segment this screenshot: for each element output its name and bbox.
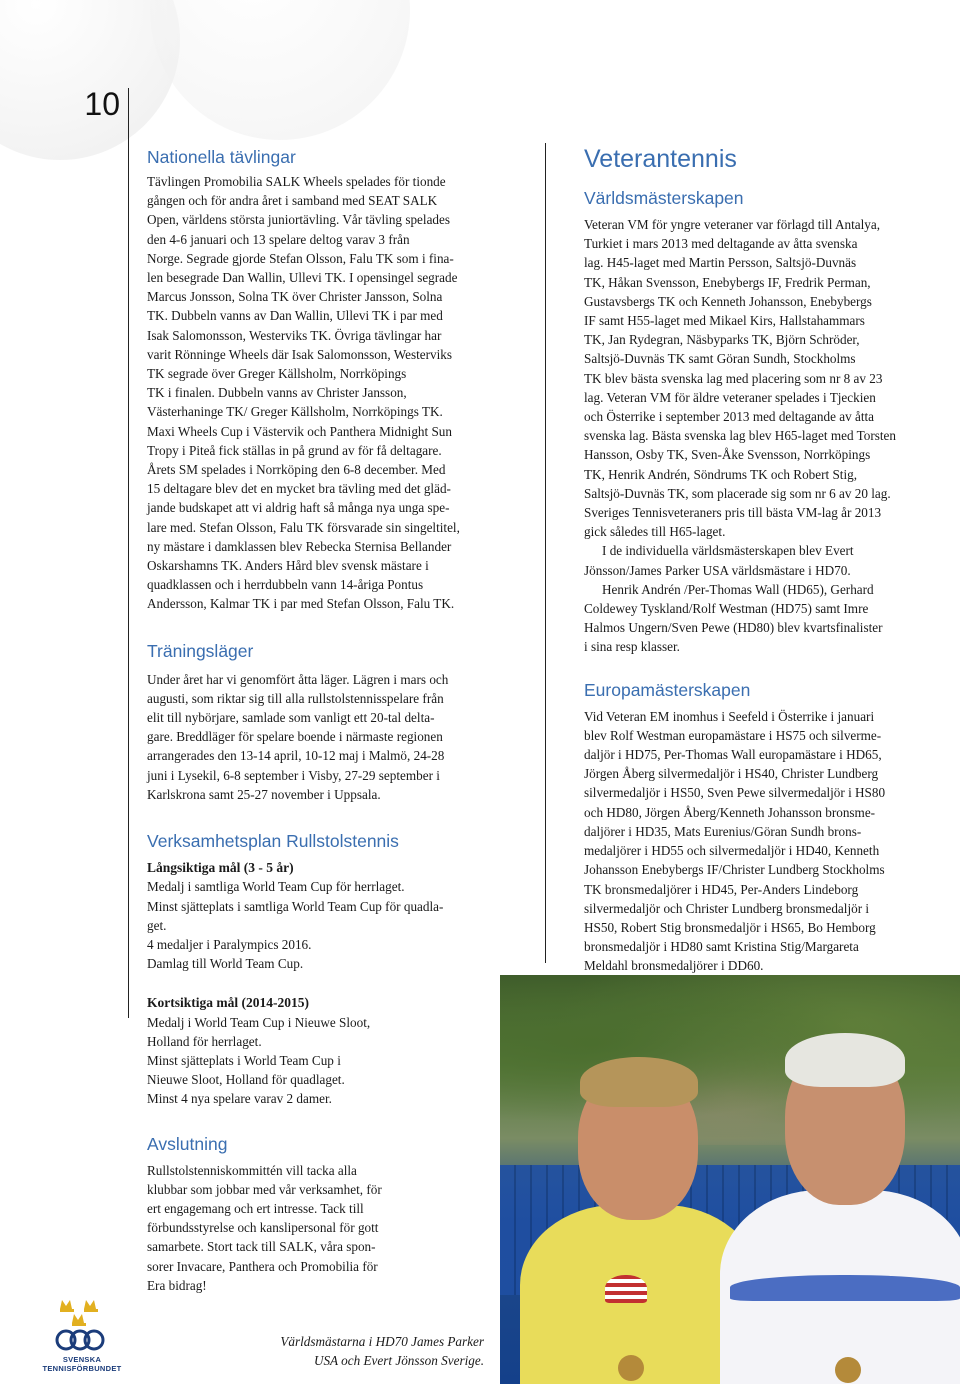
text-line: TK segrade över Greger Källsholm, Norrköpings [147, 366, 407, 382]
text-line: Tävlingen Promobilia SALK Wheels spelades för tionde [147, 174, 446, 189]
photo-champions [500, 975, 960, 1384]
text-line: arrangerades den 13-14 april, 10-12 maj i Malmö, 24-28 [147, 748, 445, 764]
text-line: och HD80, Jörgen Åberg/Kenneth Johansson bronsme- [584, 804, 876, 820]
text-line: daljör i HD75, Per-Thomas Wall europamästare i HD65, [584, 747, 882, 763]
section-europamasterskapen [584, 679, 954, 976]
text-line: Nieuwe Sloot, Holland för quadlaget. [147, 1072, 345, 1088]
short-term-goals-list [147, 1013, 527, 1109]
person-right-hair [785, 1033, 905, 1087]
medal-icon [835, 1357, 861, 1383]
short-term-goals [147, 993, 527, 1108]
caption-line: USA och Evert Jönsson Sverige. [313, 1353, 484, 1369]
text-line: Under året har vi genomfört åtta läger. Lägren i mars och [147, 671, 449, 687]
long-term-goals-title: Långsiktiga mål (3 - 5 år) [147, 860, 294, 876]
text-line: TK, Håkan Svensson, Enebybergs IF, Fredrik Perman, [584, 274, 871, 290]
right-column [584, 143, 954, 976]
text-line: len besegrade Dan Wallin, Ullevi TK. I opensingel segrade [147, 270, 458, 286]
section-traningslager [147, 640, 527, 804]
text-line: daljörer i HD35, Mats Eurenius/Göran Sundh brons- [584, 823, 862, 839]
section-body [147, 670, 527, 804]
text-line: Turkiet i mars 2013 med deltagande av åtta svenska [584, 236, 858, 252]
text-line: Open, världens största juniortävling. Vår tävling spelades [147, 212, 451, 228]
text-line: Tropy i Piteå fick ställas in på grund av för få deltagare. [147, 442, 442, 458]
page-rule [128, 88, 129, 1018]
person-left-hair [580, 1057, 698, 1107]
text-line: 4 medaljer i Paralympics 2016. [147, 936, 312, 952]
text-line: Jönsson/James Parker USA världsmästare i HD70. [584, 562, 851, 578]
text-line: silvermedaljör i HS50, Sven Pewe silvermedaljör i HS80 [584, 785, 886, 801]
section-avslutning [147, 1133, 527, 1295]
logo-line: SVENSKA [62, 1355, 102, 1364]
text-line: jande budskapet att vi aldrig haft så många nya unga spe- [147, 500, 450, 516]
section-heading: Avslutning [147, 1133, 228, 1154]
text-line: elit till nybörjare, samlade som vanligt ett 20-tal delta- [147, 710, 435, 726]
text-line: TK. Dubbeln vanns av Dan Wallin, Ullevi TK i par med [147, 308, 443, 324]
text-line: ert engagemang och ert intresse. Tack till [147, 1200, 364, 1216]
text-line: den 4-6 januari och 13 spelare deltog varav 3 från [147, 231, 410, 247]
text-line: lag. Veteran VM för äldre veteraner spelades i Tjeckien [584, 389, 876, 405]
text-line: Minst sjätteplats i World Team Cup i [147, 1052, 341, 1068]
text-line: Rullstolstenniskommittén vill tacka alla [147, 1162, 357, 1178]
vm-paragraph-2 [584, 541, 954, 579]
vm-paragraph-3 [584, 580, 954, 657]
section-body [147, 172, 527, 614]
text-line: Veteran VM för yngre veteraner var förlagd till Antalya, [584, 217, 880, 232]
section-varldsmasterskapen [584, 187, 954, 657]
text-line: Karlskrona samt 25-27 november i Uppsala. [147, 786, 381, 802]
text-line: Saltsjö-Duvnäs TK samt Göran Sundh, Stockholms [584, 351, 856, 367]
text-line: augusti, som riktar sig till alla rullstolstennisspelare från [147, 690, 444, 706]
text-line: lag. H45-laget med Martin Persson, Saltsjö-Duvnäs [584, 255, 857, 271]
text-line: gare. Breddläger för spelare boende i närmaste regionen [147, 729, 443, 745]
text-line: medaljörer i HD55 och silvermedaljör i HD40, Kenneth [584, 843, 880, 859]
text-line: TK, Henrik Andrén, Söndrums TK och Robert Stig, [584, 466, 858, 482]
text-line: Meldahl bronsmedaljörer i DD60. [584, 958, 764, 974]
text-line: Coldewey Tyskland/Rolf Westman (HD75) samt Imre [584, 601, 869, 617]
left-column [147, 146, 527, 1295]
text-line: Maxi Wheels Cup i Västervik och Panthera Midnight Sun [147, 423, 452, 439]
text-line: TK bronsmedaljörer i HD45, Per-Anders Lindeborg [584, 881, 859, 897]
text-line: Västerhaninge TK/ Greger Källsholm, Norrköpings TK. [147, 404, 443, 420]
text-line: Damlag till World Team Cup. [147, 956, 304, 972]
text-line: lare med. Stefan Olsson, Falu TK försvarade sin singeltitel, [147, 519, 460, 535]
text-line: Gustavsbergs TK och Kenneth Johansson, Enebybergs [584, 293, 872, 309]
medal-icon [618, 1355, 644, 1381]
section-heading: Träningsläger [147, 640, 254, 661]
text-line: förbundsstyrelse och kanslipersonal för gott [147, 1220, 379, 1236]
section-heading: Världsmästerskapen [584, 188, 744, 208]
text-line: Era bidrag! [147, 1277, 207, 1293]
text-line: bronsmedaljör i HD80 samt Kristina Stig/Margareta [584, 939, 859, 955]
text-line: Halmos Ungern/Sven Pewe (HD80) blev kvartsfinalister [584, 620, 883, 636]
text-line: Holland för herrlaget. [147, 1033, 262, 1049]
text-line: Minst sjätteplats i samtliga World Team Cup för quadla- [147, 898, 444, 914]
text-line: HS50, Robert Stig bronsmedaljör i HS65, Bo Hemborg [584, 919, 876, 935]
column-rule [545, 143, 546, 963]
text-line: ny mästare i damklassen blev Rebecka Sternisa Bellander [147, 538, 452, 554]
long-term-goals-list [147, 877, 527, 973]
section-nationella-tavlingar [147, 146, 527, 614]
section-heading: Europamästerskapen [584, 679, 751, 700]
logo-text [34, 1355, 130, 1373]
text-line: Vid Veteran EM inomhus i Seefeld i Österrike i januari [584, 708, 875, 724]
text-line: Jörgen Åberg silvermedaljör i HS40, Christer Lundberg [584, 766, 879, 782]
text-line: TK i finalen. Dubbeln vanns av Christer Jansson, [147, 385, 407, 401]
text-line: Andersson, Kalmar TK i par med Stefan Olsson, Falu TK. [147, 596, 455, 612]
section-body [147, 1161, 527, 1295]
text-line: Sveriges Tennisveteraners pris till bästa VM-lag år 2013 [584, 505, 882, 521]
text-line: Henrik Andrén /Per-Thomas Wall (HD65), Gerhard [602, 581, 874, 597]
text-line: Medalj i World Team Cup i Nieuwe Sloot, [147, 1014, 371, 1030]
section-heading: Nationella tävlingar [147, 147, 296, 167]
text-line: i sina resp klasser. [584, 639, 680, 655]
section-veterantennis [584, 143, 954, 175]
text-line: Johansson Enebybergs IF/Christer Lundberg Stockholms [584, 862, 885, 878]
photo-caption [262, 1332, 484, 1370]
decorative-ball [150, 0, 410, 140]
page-number: 10 [84, 86, 120, 122]
text-line: klubbar som jobbar med vår verksamhet, för [147, 1181, 382, 1197]
text-line: samarbete. Stort tack till SALK, våra spon- [147, 1239, 376, 1255]
text-line: quadklassen och i herrdubbeln vann 14-åriga Pontus [147, 577, 424, 593]
text-line: blev Rolf Westman europamästare i HS75 och silverme- [584, 727, 882, 743]
text-line: juni i Lysekil, 6-8 september i Visby, 27-29 september i [147, 767, 440, 783]
section-verksamhetsplan [147, 830, 527, 1108]
text-line: varit Rönninge Wheels där Isak Salomonsson, Westerviks [147, 346, 453, 362]
text-line: TK blev bästa svenska lag med placering som nr 8 av 23 [584, 370, 883, 386]
text-line: silvermedaljör och Christer Lundberg bronsmedaljör i [584, 900, 870, 916]
section-body [584, 707, 954, 976]
text-line: Marcus Jonsson, Solna TK över Christer Jansson, Solna [147, 289, 443, 305]
person-right-stripe [730, 1275, 960, 1301]
text-line: Årets SM spelades i Norrköping den 6-8 december. Med [147, 462, 446, 478]
text-line: svenska lag. Bästa svenska lag blev H65-laget med Torsten [584, 428, 896, 444]
text-line: Medalj i samtliga World Team Cup för herrlaget. [147, 879, 405, 895]
text-line: get. [147, 917, 167, 933]
text-line: Oskarshamns TK. Anders Hård blev svensk mästare i [147, 558, 429, 574]
caption-line: Världsmästarna i HD70 James Parker [280, 1334, 484, 1349]
section-heading: Verksamhetsplan Rullstolstennis [147, 831, 399, 852]
text-line: sorer Invacare, Panthera och Promobilia för [147, 1258, 378, 1274]
crown-icon [60, 1300, 98, 1326]
short-term-goals-title: Kortsiktiga mål (2014-2015) [147, 995, 309, 1011]
text-line: Hansson, Osby TK, Sven-Åke Svensson, Norrköpings [584, 447, 871, 463]
text-line: TK, Jan Rydegran, Näsbyparks TK, Björn Schröder, [584, 332, 860, 348]
logo-line: TENNISFÖRBUNDET [42, 1364, 122, 1373]
text-line: IF samt H55-laget med Mikael Kirs, Hallstahammars [584, 313, 865, 329]
page-title: Veterantennis [584, 145, 737, 173]
text-line: Isak Salomonsson, Westerviks TK. Övriga tävlingar har [147, 327, 442, 343]
text-line: Minst 4 nya spelare varav 2 damer. [147, 1091, 332, 1107]
text-line: gången och för andra året i samband med SEAT SALK [147, 193, 438, 209]
flag-patch [605, 1275, 647, 1303]
text-line: Saltsjö-Duvnäs TK, som placerade sig som nr 6 av 20 lag. [584, 485, 891, 501]
text-line: I de individuella världsmästerskapen blev Evert [602, 543, 854, 559]
rings-icon [57, 1331, 103, 1349]
text-line: och Österrike i september 2013 med deltagande av åtta [584, 409, 875, 425]
text-line: 15 deltagare blev det en mycket bra tävling med det gläd- [147, 481, 451, 497]
text-line: gick således till H65-laget. [584, 524, 726, 540]
vm-paragraph-1 [584, 215, 954, 541]
text-line: Norge. Segrade gjorde Stefan Olsson, Falu TK som i fina- [147, 250, 454, 266]
